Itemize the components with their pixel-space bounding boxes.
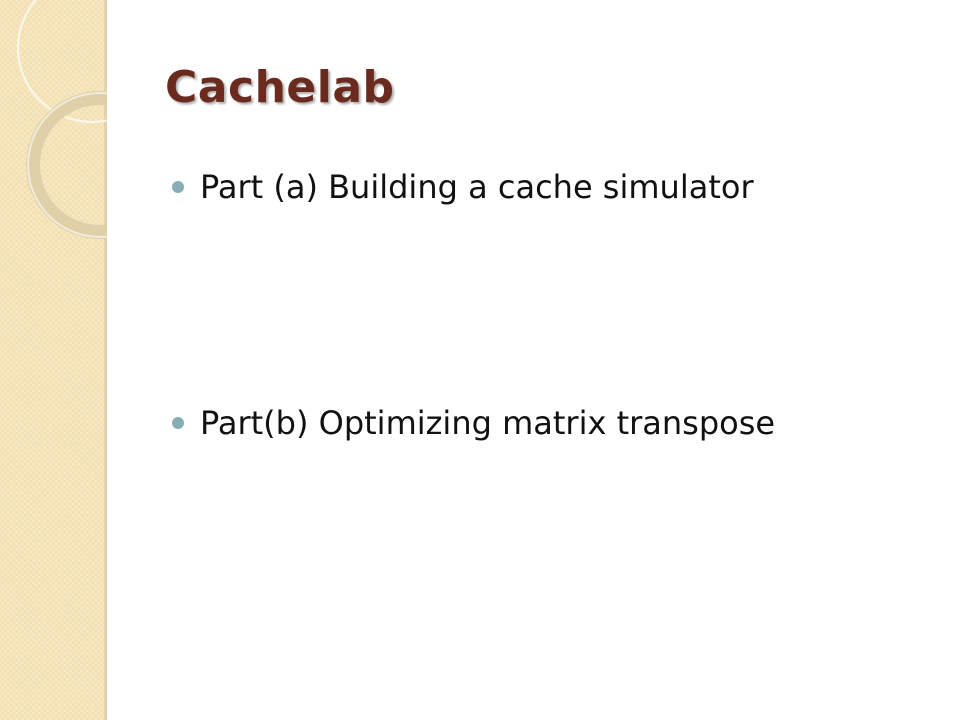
slide-title: Cachelab bbox=[165, 62, 395, 113]
bullet-text: Part(b) Optimizing matrix transpose bbox=[200, 404, 776, 442]
bullet-item bbox=[172, 401, 775, 445]
bullet-text: Part (a) Building a cache simulator bbox=[200, 168, 754, 206]
decorative-circles bbox=[0, 0, 107, 260]
bullet-marker-icon bbox=[172, 181, 184, 193]
bullet-marker-icon bbox=[172, 417, 184, 429]
bullet-item bbox=[172, 165, 754, 209]
